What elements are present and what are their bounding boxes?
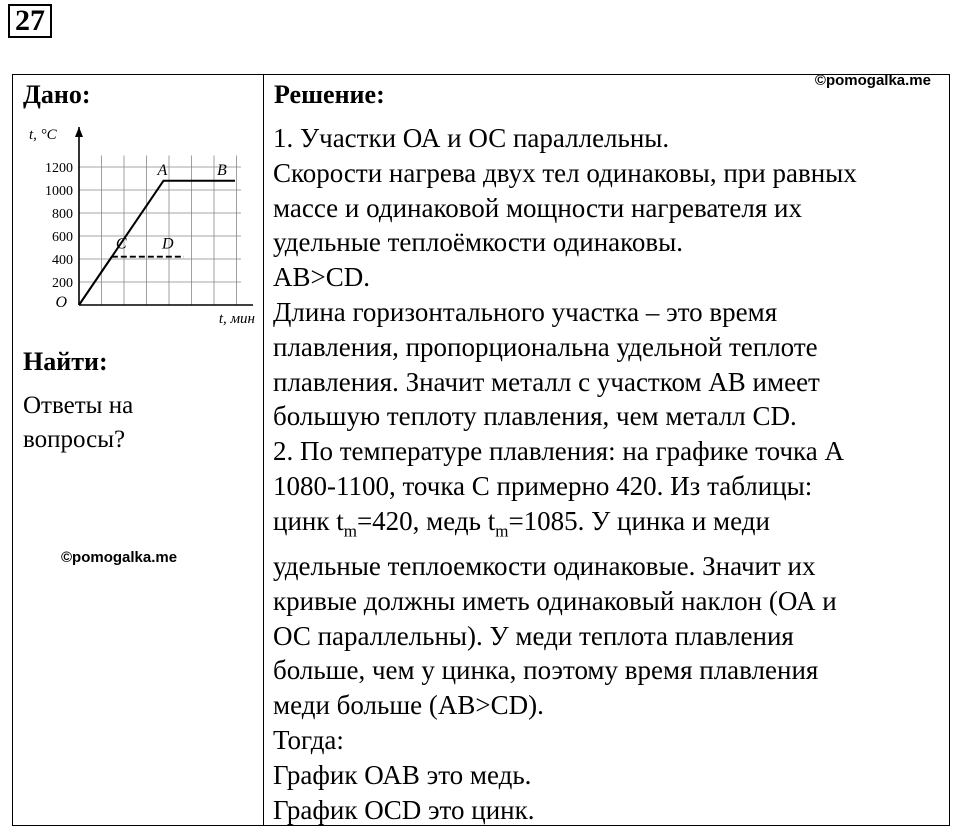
task-table	[12, 74, 950, 826]
find-line: Ответы на	[23, 392, 134, 419]
x-axis-label: t, мин	[218, 311, 255, 327]
solution-line: плавления. Значит металл с участком АВ имеет	[273, 366, 820, 397]
point-label-a: A	[157, 161, 168, 179]
point-label-b: B	[217, 161, 227, 179]
y-tick-label: 400	[52, 253, 73, 268]
solution-line: ОС параллельны). У меди теплота плавления	[273, 620, 794, 651]
y-axis-label: t, °C	[29, 127, 57, 143]
y-tick-label: 1200	[45, 161, 73, 176]
solution-line: 2. По температуре плавления: на графике точка А	[273, 436, 844, 467]
solution-line: удельные теплоёмкости одинаковы.	[273, 227, 684, 258]
solution-line: меди больше (AB>CD).	[273, 690, 544, 721]
given-column	[13, 75, 263, 825]
watermark: ©pomogalka.me	[814, 72, 931, 89]
solution-line: цинк $t_m=420$, медь $t_m=1085$. У цинка и меди	[273, 505, 770, 541]
y-tick-label: 600	[52, 230, 73, 245]
solution-line: 1. Участки ОА и ОС параллельны.	[273, 123, 670, 153]
point-label-d: D	[162, 235, 174, 253]
series-line	[79, 257, 112, 305]
solution-line: больше, чем у цинка, поэтому время плавления	[273, 655, 819, 686]
find-text	[23, 389, 223, 457]
chart-series	[79, 181, 235, 305]
task-number: 27	[8, 4, 52, 38]
find-heading: Найти:	[23, 347, 108, 376]
y-axis-arrow	[75, 127, 83, 137]
solution-line: Длина горизонтального участка – это время	[273, 296, 778, 327]
solution-line: кривые должны иметь одинаковый наклон (ОА и	[273, 585, 837, 616]
solution-line: плавления, пропорциональна удельной теплоте	[273, 331, 818, 362]
solution-line: График OCD это цинк.	[273, 794, 535, 825]
series-line	[79, 181, 235, 305]
solution-line: массе и одинаковой мощности нагревателя их	[273, 192, 802, 223]
point-label-c: C	[115, 235, 127, 253]
solution-line: удельные теплоемкости одинаковые. Значит их	[273, 550, 816, 581]
y-tick-label: 800	[52, 207, 73, 222]
solution-text	[273, 121, 953, 827]
solution-line: 1080-1100, точка С примерно 420. Из таблицы:	[273, 470, 813, 501]
solution-line: Тогда:	[273, 724, 344, 755]
solution-line: AB>CD.	[273, 262, 370, 293]
given-heading: Дано:	[23, 80, 91, 109]
chart-labels	[29, 127, 255, 327]
y-tick-label: 200	[52, 276, 73, 291]
solution-line: График ОАВ это медь.	[273, 759, 532, 790]
solution-heading: Решение:	[274, 80, 385, 109]
watermark: ©pomogalka.me	[61, 549, 178, 566]
solution-line: большую теплоту плавления, чем металл CD.	[273, 401, 797, 432]
origin-label: O	[55, 294, 67, 311]
solution-line: Скорости нагрева двух тел одинаковы, при равных	[273, 157, 857, 188]
y-tick-label: 1000	[45, 184, 73, 199]
temperature-time-chart	[21, 115, 257, 335]
solution-column	[264, 72, 949, 825]
find-line: вопросы?	[23, 426, 126, 453]
